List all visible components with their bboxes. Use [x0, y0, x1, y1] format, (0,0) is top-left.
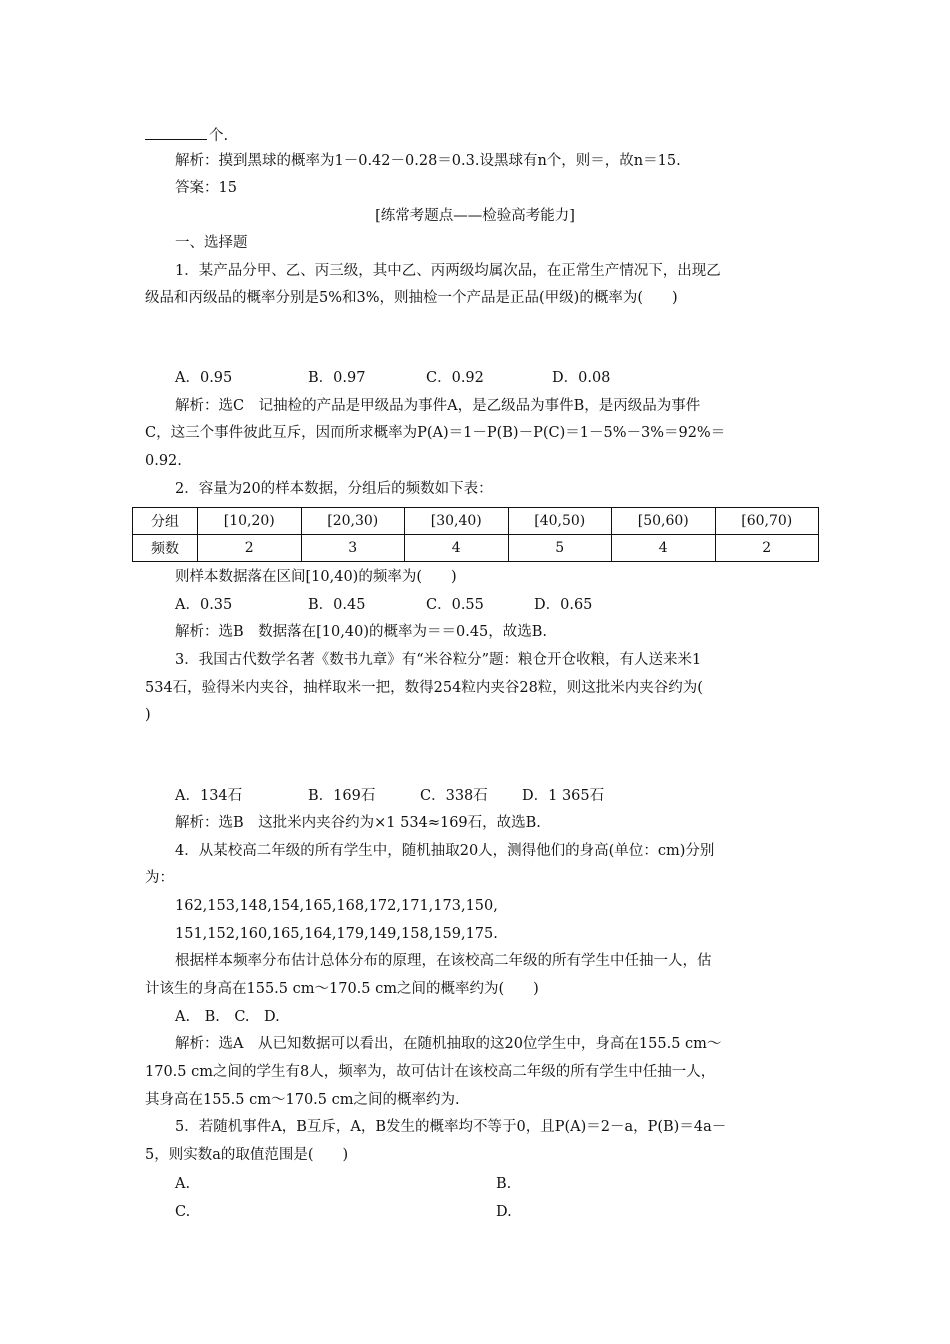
q5-option-c: C.	[175, 1204, 191, 1220]
q3-stem-line2: 534石，验得米内夹谷，抽样取米一把，数得254粒内夹谷28粒，则这批米内夹谷约为(	[145, 680, 703, 696]
table-row	[133, 508, 819, 535]
q3-option-b: B．169石	[308, 788, 376, 804]
q5-option-b: B.	[496, 1176, 512, 1192]
table-cell: 2	[715, 535, 819, 562]
q2-options	[175, 595, 592, 615]
q4-options: A. B. C. D.	[175, 1009, 280, 1025]
table-cell: [10,20)	[198, 508, 302, 535]
table-cell: [50,60)	[612, 508, 716, 535]
q5-stem-line1: 5．若随机事件A，B互斥，A，B发生的概率均不等于0，且P(A)＝2－a，P(B)＝4a－	[175, 1119, 727, 1135]
q3-option-a: A．134石	[175, 788, 243, 804]
q1-option-a: A．0.95	[175, 370, 233, 386]
q1-stem-line2: 级品和丙级品的概率分别是5%和3%，则抽检一个产品是正品(甲级)的概率为( )	[145, 290, 678, 306]
table-cell: 4	[405, 535, 509, 562]
frequency-table	[132, 507, 819, 562]
q2-option-a: A．0.35	[175, 597, 233, 613]
q1-option-d: D．0.08	[552, 370, 611, 386]
q4-analysis-line2: 170.5 cm之间的学生有8人，频率为，故可估计在该校高二年级的所有学生中任抽一人，	[145, 1064, 716, 1080]
prev-answer: 答案：15	[175, 180, 237, 196]
table-row-header: 分组	[133, 508, 198, 535]
q1-analysis-line1: 解析：选C 记抽检的产品是甲级品为事件A，是乙级品为事件B，是丙级品为事件	[175, 398, 701, 414]
q2-option-b: B．0.45	[308, 597, 366, 613]
q3-stem-line1: 3．我国古代数学名著《数书九章》有“米谷粒分”题：粮仓开仓收粮，有人送来米1	[175, 652, 702, 668]
q1-option-c: C．0.92	[426, 370, 484, 386]
q4-analysis-line3: 其身高在155.5 cm～170.5 cm之间的概率约为.	[145, 1092, 460, 1108]
q1-options	[175, 368, 610, 388]
q2-option-c: C．0.55	[426, 597, 484, 613]
q1-option-b: B．0.97	[308, 370, 366, 386]
q2-option-d: D．0.65	[534, 597, 593, 613]
q3-stem-line3: )	[145, 707, 151, 723]
table-cell: [40,50)	[508, 508, 612, 535]
q4-data-line2: 151,152,160,165,164,179,149,158,159,175.	[175, 926, 498, 942]
table-cell: 4	[612, 535, 716, 562]
q4-analysis-line1: 解析：选A 从已知数据可以看出，在随机抽取的这20位学生中，身高在155.5 cm～	[175, 1036, 722, 1052]
fill-blank-line: 个.	[145, 126, 228, 146]
q3-option-d: D．1 365石	[522, 788, 605, 804]
q4-question-line2: 计该生的身高在155.5 cm～170.5 cm之间的概率约为( )	[145, 981, 539, 997]
q4-stem-line2: 为：	[145, 870, 174, 886]
table-cell: [30,40)	[405, 508, 509, 535]
q4-data-line1: 162,153,148,154,165,168,172,171,173,150,	[175, 898, 498, 914]
q3-options	[175, 786, 604, 806]
q5-option-a: A.	[175, 1176, 191, 1192]
q2-question: 则样本数据落在区间[10,40)的频率为( )	[175, 569, 457, 585]
part-title: 一、选择题	[175, 235, 248, 251]
q2-analysis: 解析：选B 数据落在[10,40)的概率为＝＝0.45，故选B.	[175, 624, 548, 640]
q1-stem-line1: 1．某产品分甲、乙、丙三级，其中乙、丙两级均属次品，在正常生产情况下，出现乙	[175, 263, 721, 279]
table-cell: 3	[301, 535, 405, 562]
section-title: [练常考题点——检验高考能力]	[375, 208, 575, 224]
q1-analysis-line2: C，这三个事件彼此互斥，因而所求概率为P(A)＝1－P(B)－P(C)＝1－5%－3%＝92%＝	[145, 425, 726, 441]
q5-stem-line2: 5，则实数a的取值范围是( )	[145, 1147, 349, 1163]
table-row-header: 频数	[133, 535, 198, 562]
table-cell: 5	[508, 535, 612, 562]
prev-analysis: 解析：摸到黑球的概率为1－0.42－0.28＝0.3.设黑球有n个，则＝，故n＝15.	[175, 153, 681, 169]
q5-option-d: D.	[496, 1204, 512, 1220]
table-row	[133, 535, 819, 562]
q3-option-c: C．338石	[420, 788, 488, 804]
q4-stem-line1: 4．从某校高二年级的所有学生中，随机抽取20人，测得他们的身高(单位：cm)分别	[175, 843, 715, 859]
table-cell: [60,70)	[715, 508, 819, 535]
q3-analysis: 解析：选B 这批米内夹谷约为×1 534≈169石，故选B.	[175, 815, 541, 831]
q4-question-line1: 根据样本频率分布估计总体分布的原理，在该校高二年级的所有学生中任抽一人，估	[175, 953, 712, 969]
answer-blank	[145, 127, 207, 140]
table-cell: 2	[198, 535, 302, 562]
table-cell: [20,30)	[301, 508, 405, 535]
q2-stem: 2．容量为20的样本数据，分组后的频数如下表：	[175, 481, 493, 497]
q1-analysis-line3: 0.92.	[145, 453, 182, 469]
